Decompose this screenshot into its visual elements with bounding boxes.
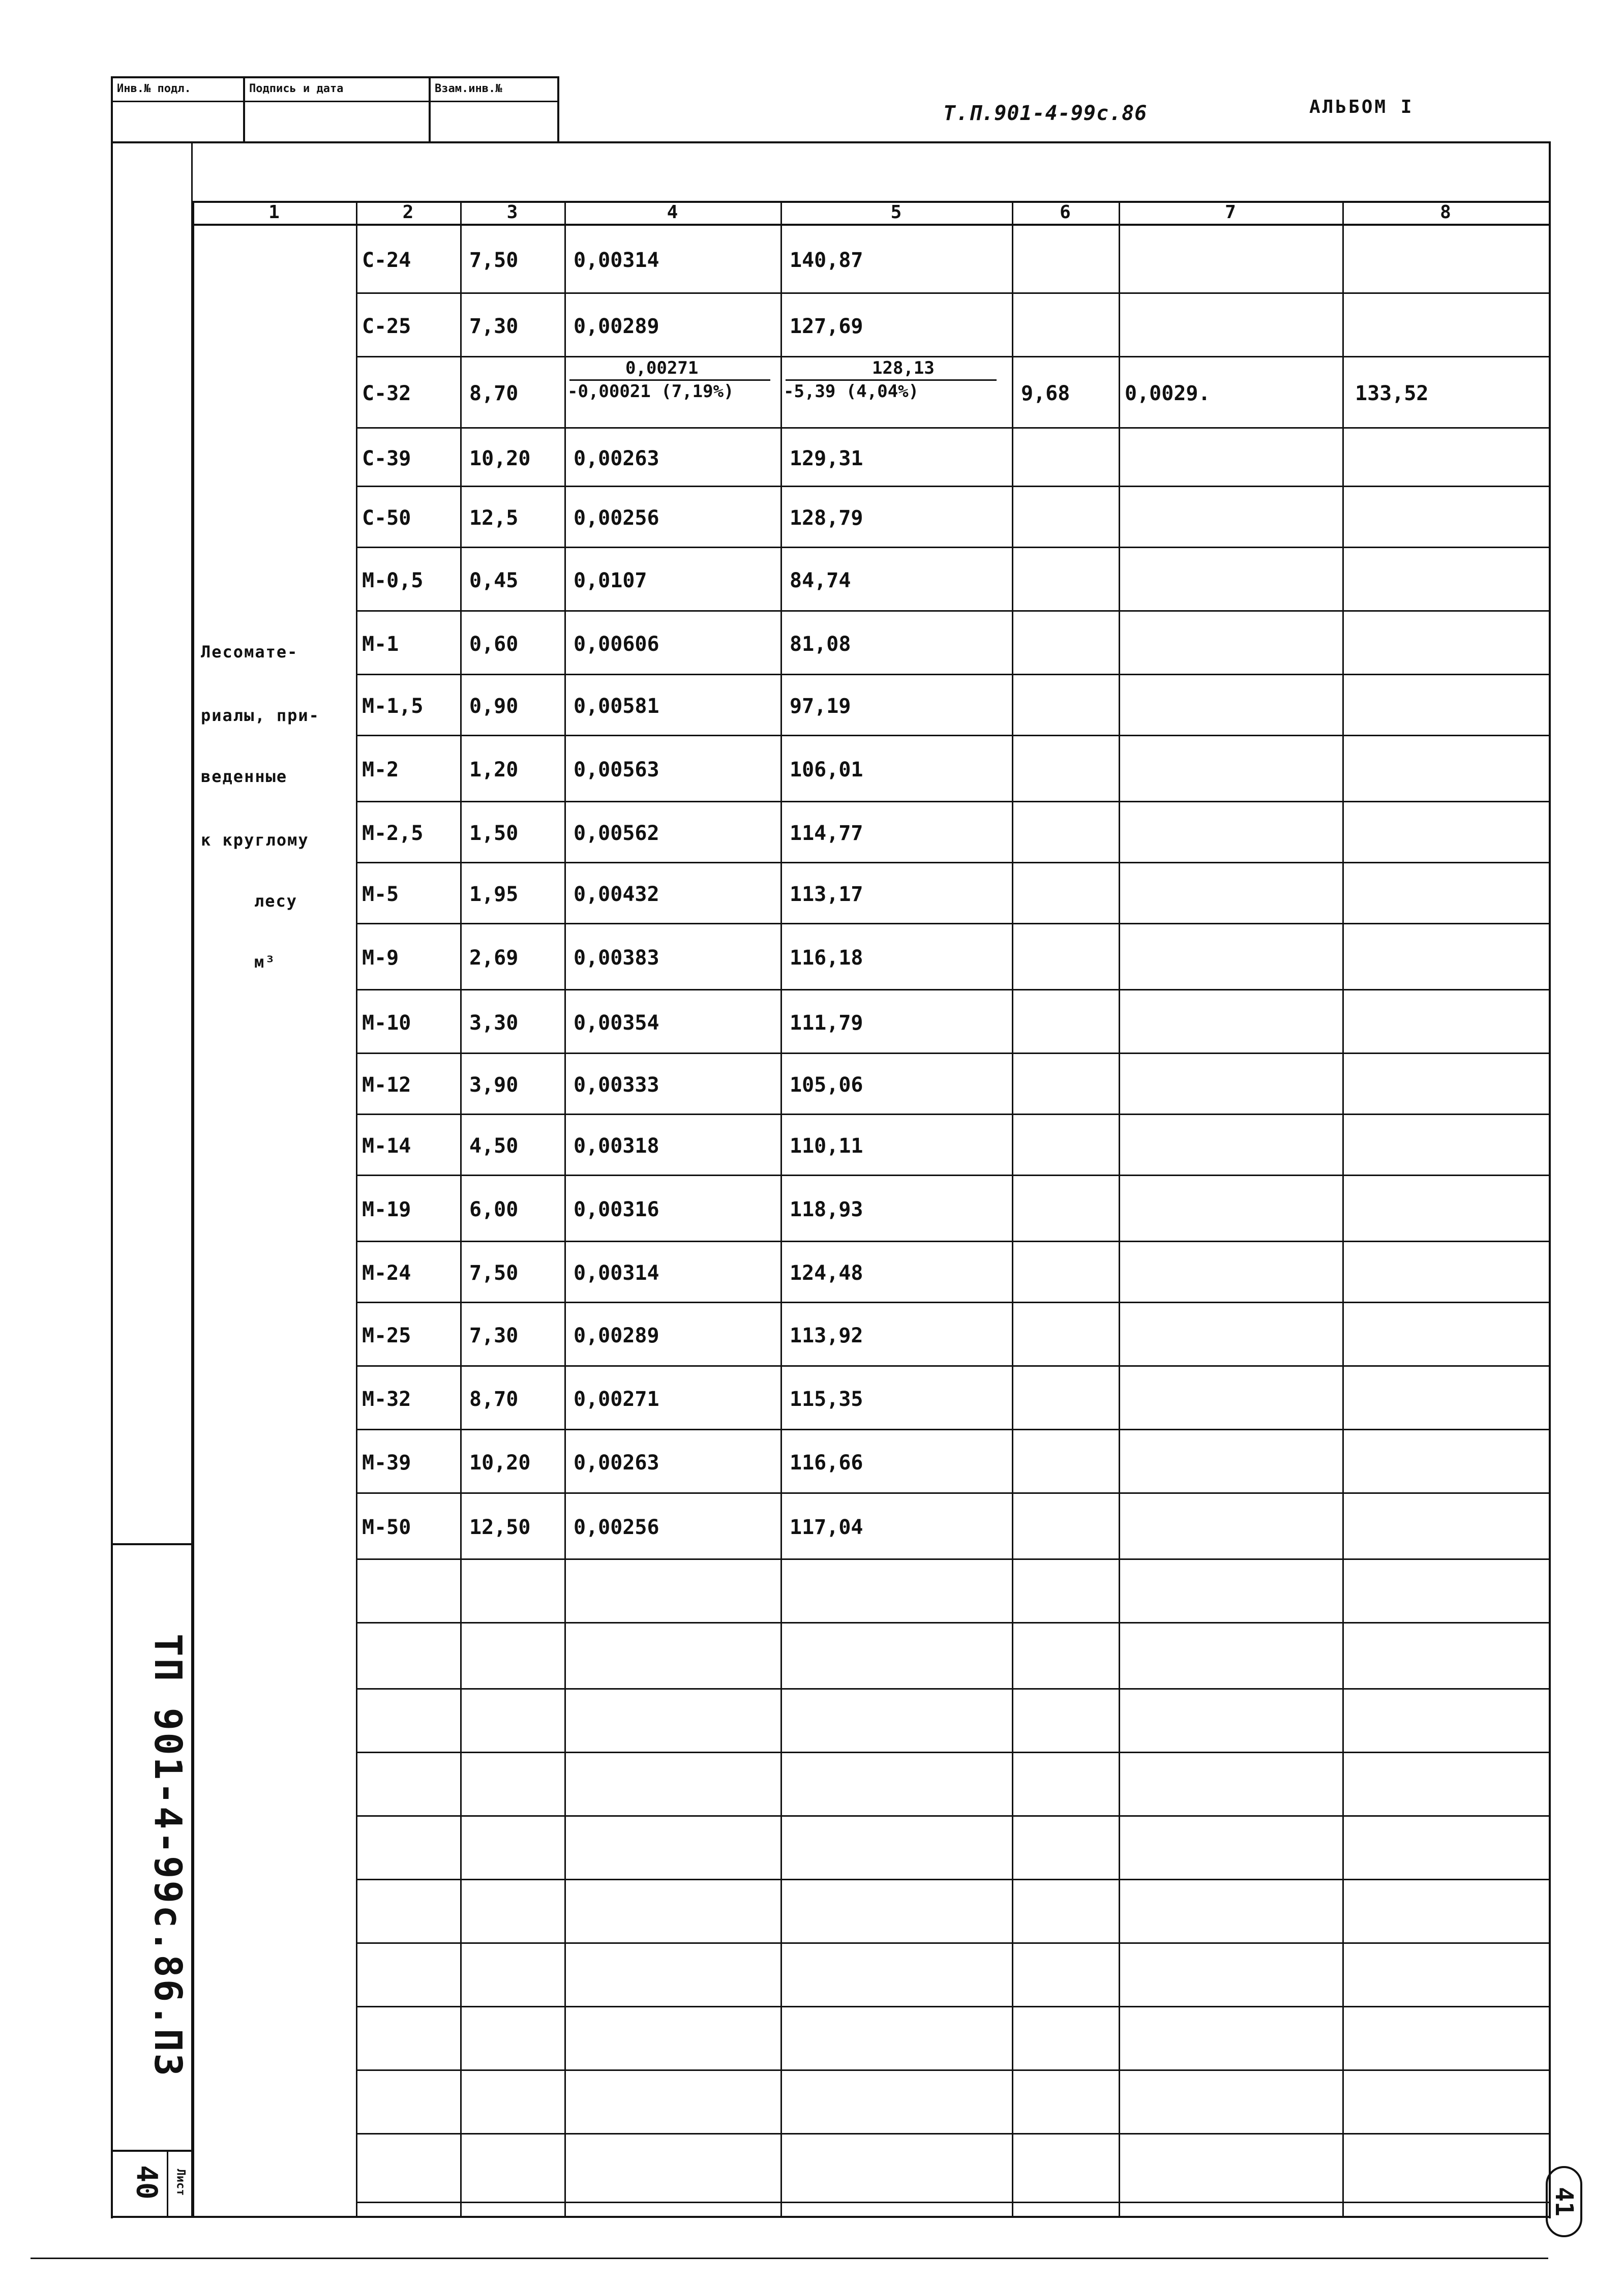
cell-col4: 0,00316: [574, 1198, 659, 1221]
cell-col6: 9,68: [1021, 382, 1070, 405]
column-header-2: 2: [402, 202, 414, 223]
cell-col5: 97,19: [790, 695, 851, 718]
cell-col5: 113,92: [790, 1324, 863, 1347]
cell-mark: М-10: [362, 1011, 411, 1035]
cell-col5: 124,48: [790, 1261, 863, 1285]
row-rule: [356, 547, 1549, 548]
cell-col3: 6,00: [469, 1198, 519, 1221]
cell-col5: 117,04: [790, 1516, 863, 1539]
column-header-4: 4: [667, 202, 678, 223]
cell-col4: 0,00333: [574, 1073, 659, 1097]
sheet-number: 40: [130, 2165, 163, 2200]
category-line: лесу: [254, 891, 298, 911]
cell-col4-bottom: -0,00021 (7,19%): [567, 381, 734, 402]
column-header-5: 5: [890, 202, 902, 223]
cell-mark: М-24: [362, 1261, 411, 1285]
cell-col4: 0,00256: [574, 506, 659, 530]
cell-col3: 8,70: [469, 1387, 519, 1411]
cell-col5: 118,93: [790, 1198, 863, 1221]
row-rule: [356, 427, 1549, 429]
row-rule: [356, 1558, 1549, 1560]
cell-col4: 0,00563: [574, 758, 659, 782]
column-rule: [564, 201, 566, 2216]
cell-col5: 116,66: [790, 1451, 863, 1475]
cell-col5: 111,79: [790, 1011, 863, 1035]
column-header-1: 1: [268, 202, 280, 223]
row-rule: [356, 1622, 1549, 1624]
cell-col4: 0,00581: [574, 695, 659, 718]
column-header-7: 7: [1225, 202, 1236, 223]
page-number-circle: [1546, 2166, 1582, 2237]
row-rule: [356, 1429, 1549, 1430]
cell-mark: М-14: [362, 1134, 411, 1158]
column-rule: [1012, 201, 1013, 2216]
cell-col4: 0,00314: [574, 248, 659, 272]
cell-col4: 0,00606: [574, 632, 659, 656]
cell-col4: 0,00289: [574, 314, 659, 338]
column-rule: [1549, 201, 1551, 2216]
row-rule: [356, 1879, 1549, 1880]
row-rule: [356, 2006, 1549, 2007]
cell-mark: С-39: [362, 446, 411, 470]
cell-col4: 0,00383: [574, 946, 659, 970]
cell-col4: 0,00256: [574, 1516, 659, 1539]
cell-col3: 7,50: [469, 1261, 519, 1285]
cell-col4: 0,0107: [574, 568, 647, 592]
cell-col4: 0,00289: [574, 1324, 659, 1347]
cell-col5: 113,17: [790, 883, 863, 906]
cell-col5: 127,69: [790, 314, 863, 338]
document-code: Т.П.901-4-99с.86: [943, 102, 1148, 125]
row-rule: [356, 2133, 1549, 2135]
category-line: Лесомате-: [201, 642, 298, 662]
stamp-inv-no: Инв.№ подл.: [117, 82, 191, 95]
cell-col5: 140,87: [790, 248, 863, 272]
row-rule: [356, 1302, 1549, 1303]
cell-col7: 0,0029.: [1125, 382, 1211, 405]
column-rule: [1119, 201, 1120, 2216]
row-rule: [356, 1365, 1549, 1367]
cell-mark: С-50: [362, 506, 411, 530]
cell-col3: 1,50: [469, 822, 519, 845]
cell-mark: М-50: [362, 1516, 411, 1539]
cell-col5: 110,11: [790, 1134, 863, 1158]
cell-col4-top: 0,00271: [625, 358, 699, 378]
cell-mark: М-2: [362, 758, 399, 782]
cell-mark: М-2,5: [362, 822, 424, 845]
row-rule: [356, 801, 1549, 802]
cell-col3: 2,69: [469, 946, 519, 970]
cell-col4: 0,00263: [574, 1451, 659, 1475]
cell-col4: 0,00318: [574, 1134, 659, 1158]
cell-mark: М-0,5: [362, 568, 424, 592]
cell-col5: 81,08: [790, 632, 851, 656]
cell-col4: 0,00314: [574, 1261, 659, 1285]
cell-col3: 8,70: [469, 382, 519, 405]
cell-col5: 106,01: [790, 758, 863, 782]
cell-col3: 0,90: [469, 695, 519, 718]
row-rule: [356, 292, 1549, 294]
row-rule: [356, 1114, 1549, 1115]
row-rule: [356, 674, 1549, 675]
row-rule: [356, 1241, 1549, 1242]
cell-col3: 0,60: [469, 632, 519, 656]
side-document-label: ТП 901-4-99с.86.ПЗ: [146, 1634, 190, 2078]
fraction-bar: [786, 379, 997, 381]
cell-col5-top: 128,13: [872, 358, 935, 378]
cell-mark: М-19: [362, 1198, 411, 1221]
stamp-signature-date: Подпись и дата: [249, 82, 344, 95]
cell-mark: С-25: [362, 314, 411, 338]
cell-col5: 129,31: [790, 446, 863, 470]
column-rule: [780, 201, 782, 2216]
cell-col4: 0,00562: [574, 822, 659, 845]
cell-col3: 1,95: [469, 883, 519, 906]
cell-col5: 84,74: [790, 568, 851, 592]
row-rule: [356, 1688, 1549, 1690]
cell-col8: 133,52: [1355, 382, 1429, 405]
category-line: веденные: [201, 767, 288, 786]
cell-col3: 3,90: [469, 1073, 519, 1097]
category-line: м³: [254, 952, 276, 972]
row-rule: [356, 862, 1549, 863]
cell-col3: 0,45: [469, 568, 519, 592]
cell-col3: 12,5: [469, 506, 519, 530]
cell-col5: 114,77: [790, 822, 863, 845]
column-rule: [192, 201, 194, 2216]
cell-mark: М-5: [362, 883, 399, 906]
row-rule: [356, 2069, 1549, 2071]
column-header-6: 6: [1060, 202, 1071, 223]
cell-mark: С-32: [362, 382, 411, 405]
cell-mark: М-1,5: [362, 695, 424, 718]
row-rule: [356, 1815, 1549, 1817]
cell-mark: М-39: [362, 1451, 411, 1475]
cell-col3: 7,50: [469, 248, 519, 272]
page-number: 41: [1550, 2187, 1578, 2216]
cell-col5: 105,06: [790, 1073, 863, 1097]
cell-col3: 1,20: [469, 758, 519, 782]
cell-col5-bottom: -5,39 (4,04%): [784, 381, 919, 402]
album-label: АЛЬБОМ I: [1309, 97, 1414, 117]
cell-mark: М-12: [362, 1073, 411, 1097]
cell-col3: 10,20: [469, 1451, 531, 1475]
cell-col3: 12,50: [469, 1516, 531, 1539]
row-rule: [356, 1492, 1549, 1494]
row-rule: [356, 1752, 1549, 1753]
stamp-replace-inv: Взам.инв.№: [435, 82, 502, 95]
cell-col5: 115,35: [790, 1387, 863, 1411]
row-rule: [356, 923, 1549, 924]
cell-col4: 0,00432: [574, 883, 659, 906]
cell-col5: 116,18: [790, 946, 863, 970]
cell-mark: С-24: [362, 248, 411, 272]
cell-mark: М-32: [362, 1387, 411, 1411]
cell-col4: 0,00354: [574, 1011, 659, 1035]
header-bottom-rule: [192, 224, 1549, 226]
cell-col4: 0,00271: [574, 1387, 659, 1411]
cell-mark: М-25: [362, 1324, 411, 1347]
column-rule: [1342, 201, 1344, 2216]
row-rule: [356, 610, 1549, 612]
cell-col3: 3,30: [469, 1011, 519, 1035]
row-rule: [356, 1942, 1549, 1944]
cell-col3: 10,20: [469, 446, 531, 470]
cell-col3: 7,30: [469, 1324, 519, 1347]
category-line: риалы, при-: [201, 706, 320, 725]
fraction-bar: [569, 379, 770, 381]
row-rule: [356, 2202, 1549, 2203]
row-rule: [356, 735, 1549, 736]
cell-col4: 0,00263: [574, 446, 659, 470]
cell-mark: М-9: [362, 946, 399, 970]
column-rule: [460, 201, 462, 2216]
row-rule: [356, 1175, 1549, 1176]
column-rule: [356, 201, 357, 2216]
row-rule: [356, 989, 1549, 990]
cell-col3: 4,50: [469, 1134, 519, 1158]
column-header-8: 8: [1440, 202, 1451, 223]
row-rule: [356, 486, 1549, 487]
cell-col3: 7,30: [469, 314, 519, 338]
cell-mark: М-1: [362, 632, 399, 656]
row-rule: [356, 1053, 1549, 1054]
column-header-3: 3: [506, 202, 518, 223]
row-rule: [356, 356, 1549, 357]
category-line: к круглому: [201, 830, 309, 850]
cell-col5: 128,79: [790, 506, 863, 530]
sheet-label: Лист: [174, 2169, 187, 2196]
